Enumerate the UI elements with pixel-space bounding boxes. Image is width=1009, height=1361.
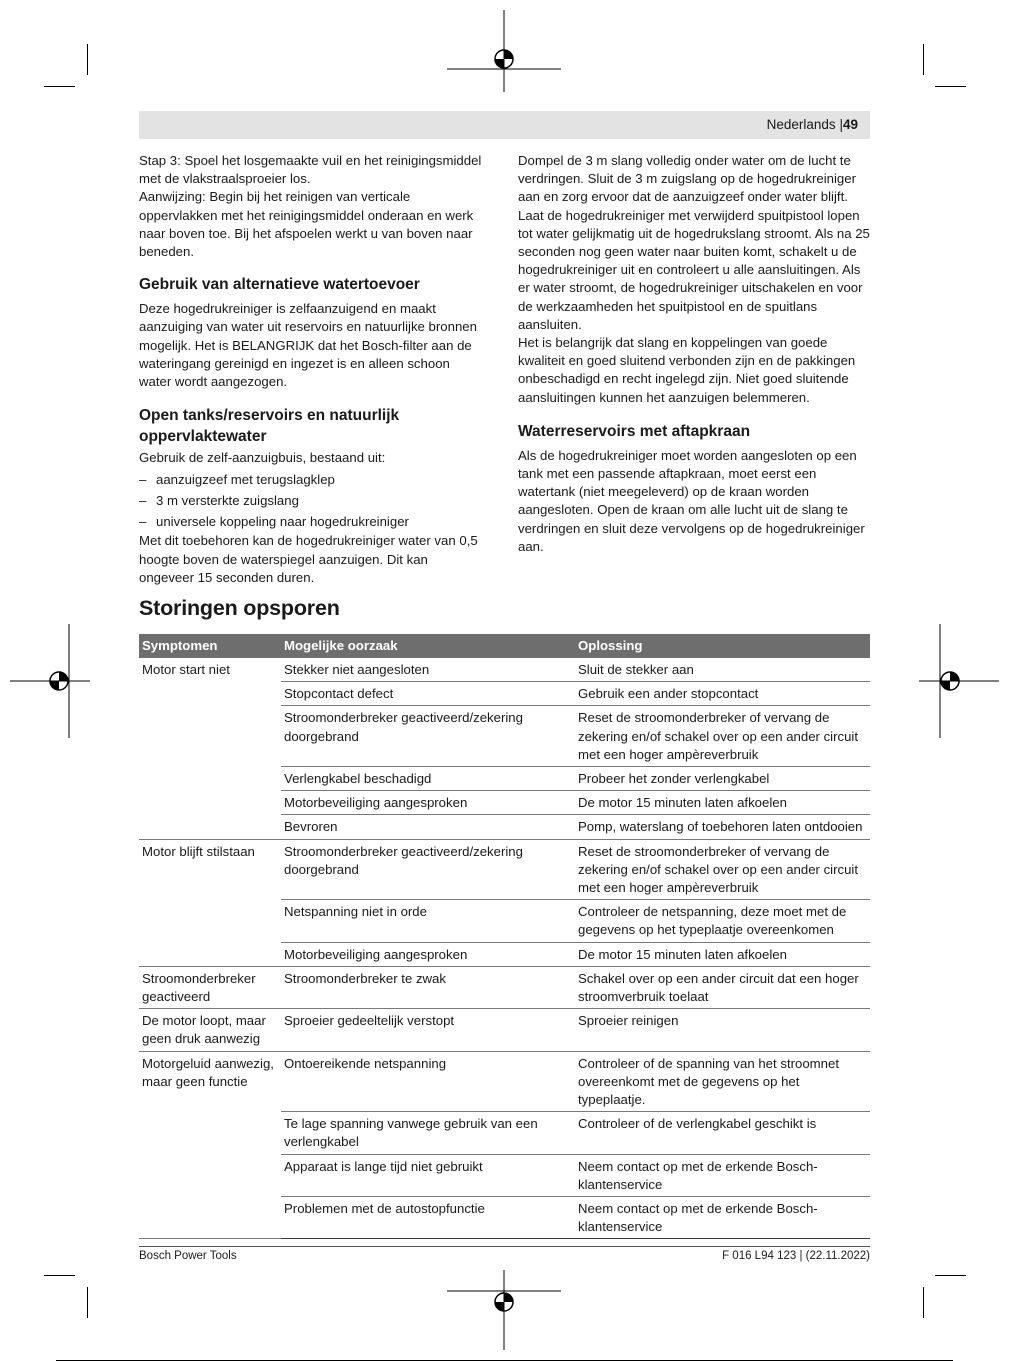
solution-cell: Probeer het zonder verlengkabel [575,767,870,791]
crop-mark [87,1287,88,1318]
solution-cell: Sproeier reinigen [575,1009,870,1051]
solution-cell: Reset de stroomonderbreker of vervang de zekering en/of schakel over op een ander circuit met een hoger ampèreverbruik [575,706,870,767]
section-heading: Gebruik van alternatieve watertoevoer [139,276,420,294]
paragraph: Laat de hogedrukreiniger met verwijderd spuitpistool lopen tot water gelijkmatig uit de hogedrukslang stroomt. Als na 25 seconden nog geen water naar buiten komt, schakelt u de hogedrukreiniger uit en controleert u alle aansluitingen. Als er water stroomt, de hogedrukreiniger uitschakelen en voor de werkzaamheden het spuitpistool en de spuitlans aansluiten. [518,207,870,332]
page-header [139,111,870,139]
paragraph: Als de hogedrukreiniger moet worden aangesloten op een tank met een passende aftapkraan, moet eerst een watertank (niet meegeleverd) op de kraan worden aangesloten. Open de kraan om alle lucht uit de slang te verdringen en sluit deze vervolgens op de hogedrukreiniger aan. [518,447,865,554]
list-item: – 3 m versterkte zuigslang [139,490,485,511]
solution-cell: Neem contact op met de erkende Bosch-klantenservice [575,1197,870,1239]
paragraph: Gebruik de zelf-aanzuigbuis, bestaand uit: [139,450,386,466]
crop-mark [923,1287,924,1318]
footer-doc-id: F 016 L94 123 | (22.11.2022) [722,1250,870,1262]
solution-cell: De motor 15 minuten laten afkoelen [575,791,870,815]
cause-cell: Stroomonderbreker te zwak [281,966,575,1008]
solution-cell: Gebruik een ander stopcontact [575,682,870,706]
left-column [139,152,485,587]
symptom-cell: Motor start niet [139,658,281,839]
paragraph: Het is belangrijk dat slang en koppelingen van goede kwaliteit en goed sluitend verbonden zijn en de pakkingen onbeschadigd en recht ingelegd zijn. Niet goed sluitende aansluitingen kunnen het aanzuigen belemmeren. [518,335,856,405]
troubleshooting-title: Storingen opsporen [139,596,340,620]
crop-mark [935,1275,966,1276]
table-row [139,966,870,1008]
paragraph: Deze hogedrukreiniger is zelfaanzuigend en maakt aanzuiging van water uit reservoirs en natuurlijke bronnen mogelijk. Het is BELANGRIJK dat het Bosch-filter aan de wateringang gereinigd en ingezet is en alleen schoon water wordt aangezogen. [139,301,477,390]
cause-cell: Problemen met de autostopfunctie [281,1197,575,1239]
solution-cell: Neem contact op met de erkende Bosch-klantenservice [575,1154,870,1196]
column-header: Symptomen [139,634,281,658]
table-row [139,1009,870,1051]
footer-divider [139,1246,870,1247]
list-item: – universele koppeling naar hogedrukreiniger [139,511,485,532]
cause-cell: Motorbeveiliging aangesproken [281,942,575,966]
header-language: Nederlands [766,117,836,132]
section-heading: Open tanks/reservoirs en natuurlijk oppervlaktewater [139,407,400,446]
footer-brand: Bosch Power Tools [139,1250,237,1262]
cause-cell: Stopcontact defect [281,682,575,706]
symptom-cell: Motor blijft stilstaan [139,839,281,966]
solution-cell: Schakel over op een ander circuit dat een hoger stroomverbruik toelaat [575,966,870,1008]
header-text [767,117,858,132]
troubleshooting-table [139,634,870,1239]
solution-cell: Sluit de stekker aan [575,658,870,682]
registration-mark-icon [919,624,999,738]
registration-mark-icon [447,1270,561,1350]
solution-cell: De motor 15 minuten laten afkoelen [575,942,870,966]
list-item: – aanzuigzeef met terugslagklep [139,469,485,490]
table-row [139,839,870,900]
cause-cell: Stekker niet aangesloten [281,658,575,682]
cause-cell: Netspanning niet in orde [281,900,575,942]
header-separator: | [839,117,843,132]
cause-cell: Apparaat is lange tijd niet gebruikt [281,1154,575,1196]
right-column [518,152,870,556]
paragraph: Met dit toebehoren kan de hogedrukreiniger water van 0,5 hoogte boven de waterspiegel aanzuigen. Dit kan ongeveer 15 seconden duren. [139,533,478,585]
crop-mark [87,44,88,75]
cause-cell: Sproeier gedeeltelijk verstopt [281,1009,575,1051]
solution-cell: Controleer of de verlengkabel geschikt is [575,1112,870,1154]
cause-cell: Stroomonderbreker geactiveerd/zekering doorgebrand [281,839,575,900]
accessory-list [139,469,485,532]
cause-cell: Stroomonderbreker geactiveerd/zekering doorgebrand [281,706,575,767]
column-header: Oplossing [575,634,870,658]
symptom-cell: Motorgeluid aanwezig, maar geen functie [139,1051,281,1239]
column-header: Mogelijke oorzaak [281,634,575,658]
registration-mark-icon [10,624,90,738]
cause-cell: Te lage spanning vanwege gebruik van een verlengkabel [281,1112,575,1154]
table-row [139,1051,870,1112]
solution-cell: Controleer de netspanning, deze moet met de gegevens op het typeplaatje overeenkomen [575,900,870,942]
page-number: 49 [842,117,858,132]
crop-mark [935,86,966,87]
crop-mark [44,1275,75,1276]
cause-cell: Bevroren [281,815,575,839]
paragraph: Stap 3: Spoel het losgemaakte vuil en het reinigingsmiddel met de vlakstraalsproeier los. [139,153,482,187]
cause-cell: Motorbeveiliging aangesproken [281,791,575,815]
table-header-row [139,634,870,658]
section-heading: Waterreservoirs met aftapkraan [518,422,751,440]
symptom-cell: Stroomonderbreker geactiveerd [139,966,281,1008]
solution-cell: Pomp, waterslang of toebehoren laten ontdooien [575,815,870,839]
crop-mark [44,86,75,87]
table-row [139,658,870,682]
registration-mark-icon [447,10,561,92]
cause-cell: Ontoereikende netspanning [281,1051,575,1112]
crop-mark [923,44,924,75]
solution-cell: Reset de stroomonderbreker of vervang de zekering en/of schakel over op een ander circuit met een hoger ampèreverbruik [575,839,870,900]
cause-cell: Verlengkabel beschadigd [281,767,575,791]
paragraph: Aanwijzing: Begin bij het reinigen van verticale oppervlakken met het reinigingsmiddel onderaan en werk naar boven toe. Bij het afspoelen werkt u van boven naar beneden. [139,189,474,260]
symptom-cell: De motor loopt, maar geen druk aanwezig [139,1009,281,1051]
paragraph: Dompel de 3 m slang volledig onder water om de lucht te verdringen. Sluit de 3 m zuigslang op de hogedrukreiniger aan en zorg ervoor dat de aanzuigzeef onder water blijft. [518,153,856,205]
solution-cell: Controleer of de spanning van het stroomnet overeenkomt met de gegevens op het typeplaatje. [575,1051,870,1112]
